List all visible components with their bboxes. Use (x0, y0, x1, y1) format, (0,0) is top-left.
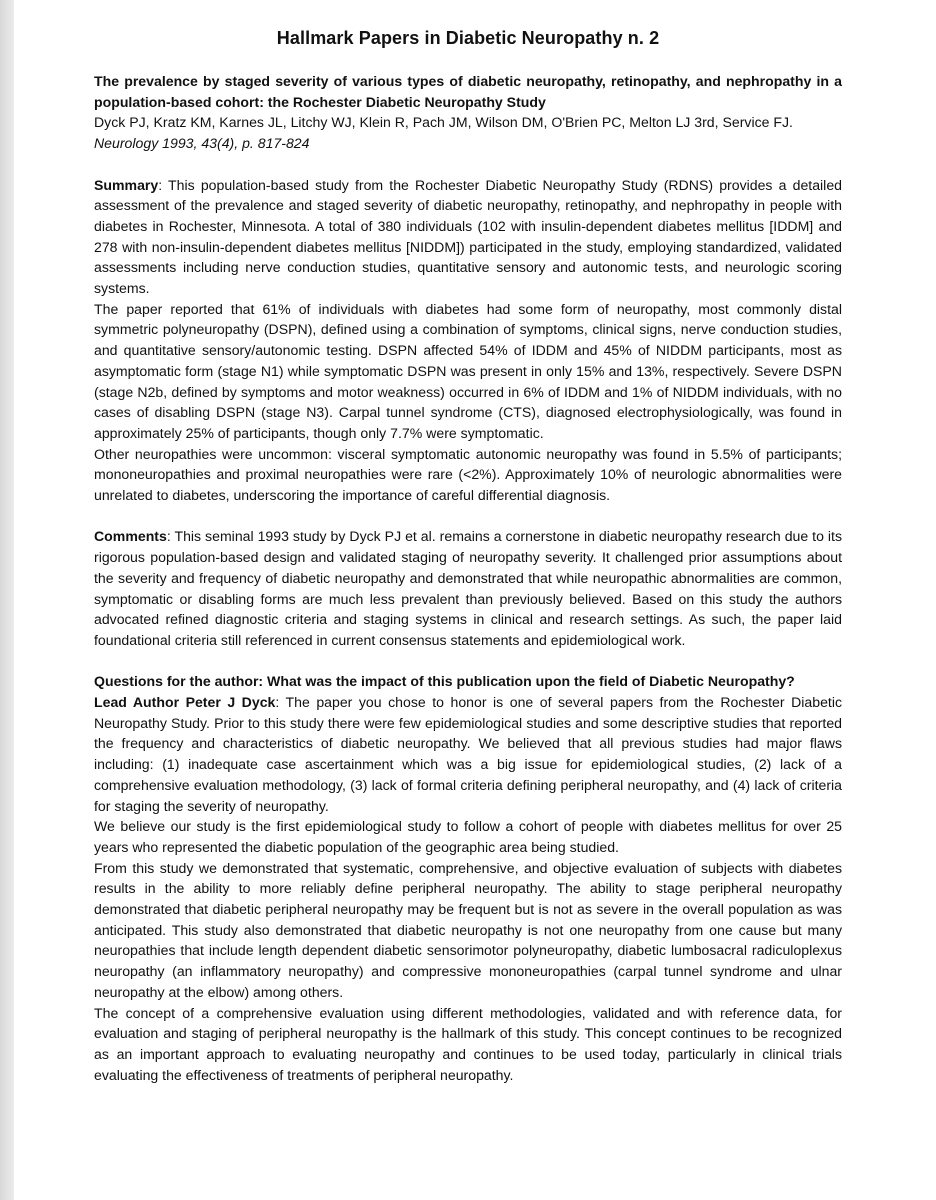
paper-title: The prevalence by staged severity of various types of diabetic neuropathy, retinopathy, and nephropathy in a population-based cohort: the Rochester Diabetic Neuropathy Study (94, 73, 842, 110)
comments-paragraph (94, 526, 842, 650)
interview-answer-text-1: : The paper you chose to honor is one of several papers from the Rochester Diabetic Neuropathy Study. Prior to this study there were few epidemiological studies and some descriptive studies that reported the frequency and characteristics of diabetic neuropathy. We believed that all previous studies had major flaws including: (1) inadequate case ascertainment which was a big issue for epidemiological studies, (2) lack of a comprehensive evaluation methodology, (3) lack of formal criteria defining peripheral neuropathy, and (4) lack of criteria for staging the severity of neuropathy. (94, 694, 842, 814)
page-edge-shadow (0, 0, 14, 1200)
paper-journal: Neurology 1993, 43(4), p. 817-824 (94, 135, 310, 152)
interview-question: Questions for the author: What was the impact of this publication upon the field of Diabetic Neuropathy? (94, 673, 795, 690)
summary-paragraph-2: The paper reported that 61% of individuals with diabetes had some form of neuropathy, most commonly distal symmetric polyneuropathy (DSPN), defined using a combination of symptoms, clinical signs, nerve conduction studies, and quantitative sensory/autonomic testing. DSPN affected 54% of IDDM and 45% of NIDDM participants, most as asymptomatic form (stage N1) while symptomatic DSPN was present in only 15% and 13%, respectively. Severe DSPN (stage N2b, defined by symptoms and motor weakness) occurred in 6% of IDDM and 1% of NIDDM individuals, with no cases of disabling DSPN (stage N3). Carpal tunnel syndrome (CTS), diagnosed electrophysiologically, was found in approximately 25% of participants, though only 7.7% were symptomatic. (94, 300, 842, 441)
page-title: Hallmark Papers in Diabetic Neuropathy n. 2 (276, 28, 660, 48)
comments-label: Comments (94, 528, 167, 545)
paper-authors: Dyck PJ, Kratz KM, Karnes JL, Litchy WJ, Klein R, Pach JM, Wilson DM, O'Brien PC, Melton LJ 3rd, Service FJ. (94, 114, 793, 131)
summary-paragraph-3: Other neuropathies were uncommon: visceral symptomatic autonomic neuropathy was found in 5.5% of participants; mononeuropathies and proximal neuropathies were rare (<2%). Approximately 10% of neurologic abnormalities were unrelated to diabetes, underscoring the importance of careful differential diagnosis. (94, 445, 842, 504)
interview-answer-paragraph-2: We believe our study is the first epidemiological study to follow a cohort of people with diabetes mellitus for over 25 years who represented the diabetic population of the geographic area being studied. (94, 818, 842, 855)
author-label: Lead Author Peter J Dyck (94, 694, 276, 711)
comments-text: : This seminal 1993 study by Dyck PJ et al. remains a cornerstone in diabetic neuropathy research due to its rigorous population-based design and validated staging of neuropathy severity. It challenged prior assumptions about the severity and frequency of diabetic neuropathy and demonstrated that while neuropathic abnormalities are common, symptomatic or disabling forms are much less prevalent than previously believed. Based on this study the authors advocated refined diagnostic criteria and staging systems in clinical and research settings. As such, the paper laid foundational criteria still referenced in current consensus statements and epidemiological work. (94, 528, 842, 648)
interview-answer-paragraph-4: The concept of a comprehensive evaluation using different methodologies, validated and with reference data, for evaluation and staging of peripheral neuropathy is the hallmark of this study. This concept continues to be recognized as an important approach to evaluating neuropathy and continues to be used today, particularly in clinical trials evaluating the effectiveness of treatments of peripheral neuropathy. (94, 1004, 842, 1083)
summary-paragraph-1 (94, 175, 842, 299)
section-spacer (94, 154, 842, 175)
interview-answer-paragraph-3: From this study we demonstrated that systematic, comprehensive, and objective evaluation of subjects with diabetes results in the ability to more reliably define peripheral neuropathy. The ability to stage peripheral neuropathy demonstrated that diabetic peripheral neuropathy may be frequent but is not as severe in the overall population as was anticipated. This study also demonstrated that diabetic neuropathy is not one neuropathy from one cause but many neuropathies that include length dependent diabetic sensorimotor polyneuropathy, diabetic lumbosacral radiculoplexus neuropathy (an inflammatory neuropathy) and compressive mononeuropathies (carpal tunnel syndrome and ulnar neuropathy at the elbow) among others. (94, 859, 842, 1000)
section-spacer (94, 651, 842, 672)
summary-label: Summary (94, 176, 159, 193)
section-spacer (94, 506, 842, 527)
summary-text-1: : This population-based study from the Rochester Diabetic Neuropathy Study (RDNS) provides a detailed assessment of the prevalence and staged severity of diabetic neuropathy, retinopathy, and nephropathy in people with diabetes in Rochester, Minnesota. A total of 380 individuals (102 with insulin-dependent diabetes mellitus [IDDM] and 278 with non-insulin-dependent diabetes mellitus [NIDDM]) participated in the study, employing standardized, validated assessments including nerve conduction studies, quantitative sensory and autonomic tests, and neurologic scoring systems. (94, 176, 842, 297)
interview-answer-paragraph-1 (94, 692, 842, 816)
document-page[interactable] (14, 0, 936, 1200)
